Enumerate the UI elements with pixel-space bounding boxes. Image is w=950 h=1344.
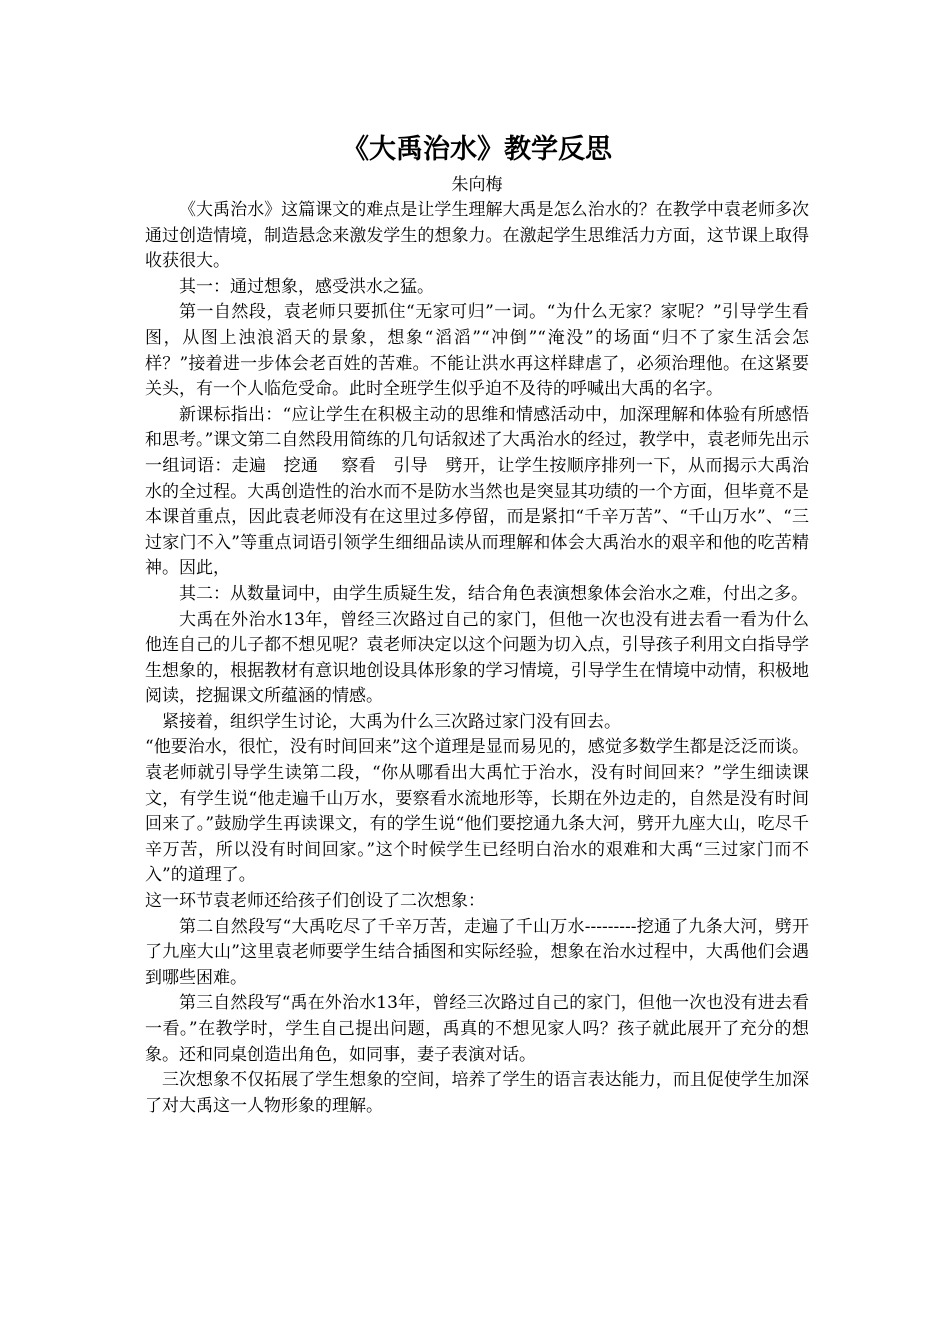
paragraph-point-two-heading: 其二：从数量词中，由学生质疑生发，结合角色表演想象体会治水之难，付出之多。 (179, 583, 808, 604)
paragraph-first-section: 第一自然段，袁老师只要抓住“无家可归”一词。“为什么无家？家呢？”引导学生看图，从图上浊浪滔天的景象，想象“滔滔”“冲倒”“淹没”的场面“归不了家生活会怎样？”接着进一步体会老百姓的苦难。不能让洪水再这样肆虐了，必须治理他。在这紧要关头，有一个人临危受命。此时全班学生似乎迫不及待的呼喊出大禹的名字。 (145, 302, 809, 400)
paragraph-intro: 《大禹治水》这篇课文的难点是让学生理解大禹是怎么治水的？在教学中袁老师多次通过创造情境，制造悬念来激发学生的想象力。在激起学生思维活力方面，这节课上取得收获很大。 (145, 200, 809, 272)
paragraph-discussion: 紧接着，组织学生讨论，大禹为什么三次路过家门没有回去。 (162, 711, 621, 732)
document-page (145, 128, 809, 1119)
paragraph-busy-reason: “他要治水，很忙，没有时间回来”这个道理是显而易见的，感觉多数学生都是泛泛而谈。袁老师就引导学生读第二段，“你从哪看出大禹忙于治水，没有时间回来？”学生细读课文，有学生说“他走遍千山万水，要察看水流地形等，长期在外边走的，自然是没有时间回来了。”鼓励学生再读课文，有的学生说“他们要挖通九条大河，劈开九座大山，吃尽千辛万苦，所以没有时间回家。”这个时候学生已经明白治水的艰难和大禹“三过家门而不入”的道理了。 (145, 737, 809, 886)
paragraph-curriculum: 新课标指出：“应让学生在积极主动的思维和情感活动中，加深理解和体验有所感悟和思考。”课文第二自然段用简练的几句话叙述了大禹治水的经过，教学中，袁老师先出示一组词语：走遍 挖通 察看 引导 劈开，让学生按顺序排列一下，从而揭示大禹治水的全过程。大禹创造性的治水而不是防水当然也是突显其功绩的一个方面，但毕竟不是本课首重点，因此袁老师没有在这里过多停留，而是紧扣“千辛万苦”、“千山万水”、“三过家门不入”等重点词语引领学生细细品读从而理解和体会大禹治水的艰辛和他的吃苦精神。因此， (145, 404, 809, 579)
document-author: 朱向梅 (451, 175, 503, 195)
paragraph-point-one-heading: 其一：通过想象，感受洪水之猛。 (179, 276, 434, 297)
document-title: 《大禹治水》教学反思 (342, 134, 612, 165)
paragraph-second-section: 第二自然段写“大禹吃尽了千辛万苦，走遍了千山万水---------挖通了九条大河，劈开了九座大山”这里袁老师要学生结合插图和实际经验，想象在治水过程中，大禹他们会遇到哪些困难。 (145, 916, 809, 988)
paragraph-thirteen-years: 大禹在外治水13年，曾经三次路过自己的家门，但他一次也没有进去看一看为什么他连自己的儿子都不想见呢？袁老师决定以这个问题为切入点，引导孩子利用文白指导学生想象的，根据教材有意识地创设具体形象的学习情境，引导学生在情境中动情，积极地阅读，挖掘课文所蕴涵的情感。 (145, 609, 809, 707)
paragraph-conclusion: 三次想象不仅拓展了学生想象的空间，培养了学生的语言表达能力，而且促使学生加深了对大禹这一人物形象的理解。 (145, 1070, 809, 1116)
paragraph-third-section: 第三自然段写“禹在外治水13年，曾经三次路过自己的家门，但他一次也没有进去看一看。”在教学时，学生自己提出问题，禹真的不想见家人吗？孩子就此展开了充分的想象。还和同桌创造出角色，如同事，妻子表演对话。 (145, 993, 809, 1065)
paragraph-two-imaginations: 这一环节袁老师还给孩子们创设了二次想象： (145, 891, 485, 912)
